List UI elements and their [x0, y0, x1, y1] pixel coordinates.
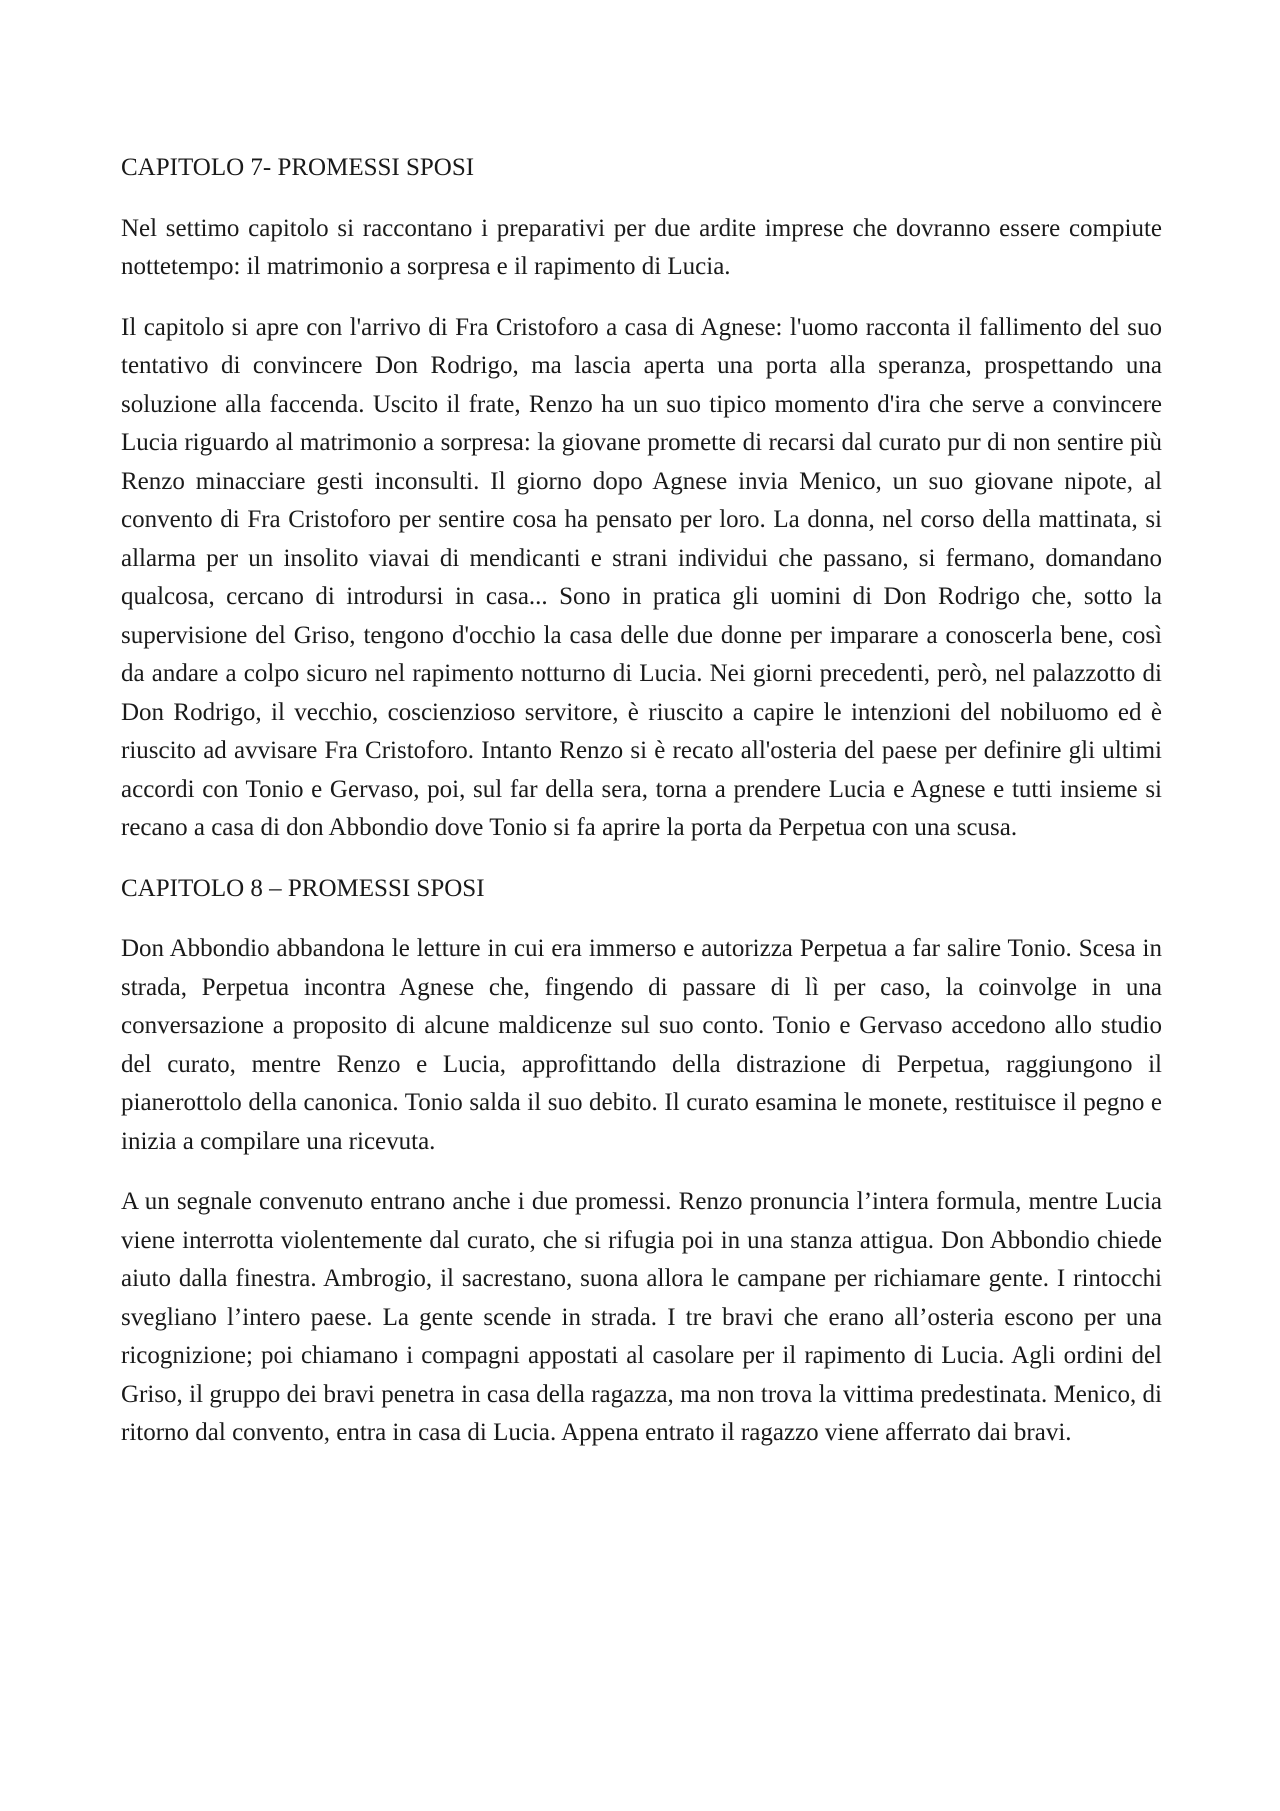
document-page — [121, 149, 1162, 1475]
chapter-7-paragraph-1: Nel settimo capitolo si raccontano i preparativi per due ardite imprese che dovranno essere compiute nottetempo: il matrimonio a sorpresa e il rapimento di Lucia. — [121, 214, 1162, 280]
chapter-8-paragraph-1: Don Abbondio abbandona le letture in cui era immerso e autorizza Perpetua a far salire Tonio. Scesa in strada, Perpetua incontra Agnese che, fingendo di passare di lì per caso, la coinvolge in una conversazione a proposito di alcune maldicenze sul suo conto. Tonio e Gervaso accedono allo studio del curato, mentre Renzo e Lucia, approfittando della distrazione di Perpetua, raggiungono il pianerottolo della canonica. Tonio salda il suo debito. Il curato esamina le monete, restituisce il pegno e inizia a compilare una ricevuta. — [121, 935, 1162, 1155]
chapter-7-title: CAPITOLO 7- PROMESSI SPOSI — [121, 154, 475, 181]
chapter-8-title: CAPITOLO 8 – PROMESSI SPOSI — [121, 874, 485, 902]
chapter-8-paragraph-2: A un segnale convenuto entrano anche i due promessi. Renzo pronuncia l’intera formula, mentre Lucia viene interrotta violentemente dal curato, che si rifugia poi in una stanza attigua. Don Abbondio chiede aiuto dalla finestra. Ambrogio, il sacrestano, suona allora le campane per richiamare gente. I rintocchi svegliano l’intero paese. La gente scende in strada. I tre bravi che erano all’osteria escono per una ricognizione; poi chiamano i compagni appostati al casolare per il rapimento di Lucia. Agli ordini del Griso, il gruppo dei bravi penetra in casa della ragazza, ma non trova la vittima predestinata. Menico, di ritorno dal convento, entra in casa di Lucia. Appena entrato il ragazzo viene afferrato dai bravi. — [121, 1188, 1162, 1446]
chapter-7-paragraph-2: Il capitolo si apre con l'arrivo di Fra Cristoforo a casa di Agnese: l'uomo racconta il fallimento del suo tentativo di convincere Don Rodrigo, ma lascia aperta una porta alla speranza, prospettando una soluzione alla faccenda. Uscito il frate, Renzo ha un suo tipico momento d'ira che serve a convincere Lucia riguardo al matrimonio a sorpresa: la giovane promette di recarsi dal curato pur di non sentire più Renzo minacciare gesti inconsulti. Il giorno dopo Agnese invia Menico, un suo giovane nipote, al convento di Fra Cristoforo per sentire cosa ha pensato per loro. La donna, nel corso della mattinata, si allarma per un insolito viavai di mendicanti e strani individui che passano, si fermano, domandano qualcosa, cercano di introdursi in casa... Sono in pratica gli uomini di Don Rodrigo che, sotto la supervisione del Griso, tengono d'occhio la casa delle due donne per imparare a conoscerla bene, così da andare a colpo sicuro nel rapimento notturno di Lucia. Nei giorni precedenti, però, nel palazzotto di Don Rodrigo, il vecchio, coscienzioso servitore, è riuscito a capire le intenzioni del nobiluomo ed è riuscito ad avvisare Fra Cristoforo. Intanto Renzo si è recato all'osteria del paese per definire gli ultimi accordi con Tonio e Gervaso, poi, sul far della sera, torna a prendere Lucia e Agnese e tutti insieme si recano a casa di don Abbondio dove Tonio si fa aprire la porta da Perpetua con una scusa. — [121, 313, 1162, 841]
